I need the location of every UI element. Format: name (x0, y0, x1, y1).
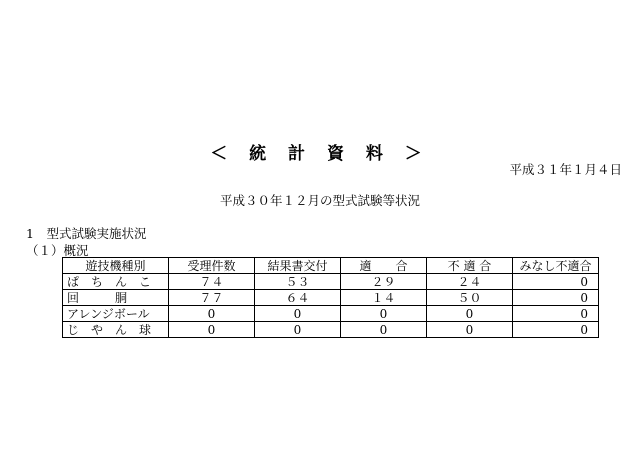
header-conforming: 適 合 (341, 258, 427, 274)
cell-received: 0 (169, 306, 255, 322)
cell-received: ７７ (169, 290, 255, 306)
cell-conforming: １４ (341, 290, 427, 306)
cell-deemed-nonconforming: 0 (513, 306, 599, 322)
cell-deemed-nonconforming: 0 (513, 290, 599, 306)
cell-conforming: ２９ (341, 274, 427, 290)
page-title: ＜ 統 計 資 料 ＞ (210, 144, 430, 164)
report-subtitle: 平成３０年１２月の型式試験等状況 (219, 193, 420, 208)
cell-issued: ６４ (255, 290, 341, 306)
cell-deemed-nonconforming: 0 (513, 322, 599, 338)
subsection-heading: （１）概況 (26, 243, 89, 258)
cell-conforming: 0 (341, 306, 427, 322)
cell-deemed-nonconforming: 0 (513, 274, 599, 290)
table-row (63, 274, 599, 290)
row-label: ぱ ち ん こ (63, 274, 169, 290)
row-label: じ や ん 球 (63, 322, 169, 338)
statistics-table (62, 257, 599, 338)
cell-nonconforming: ２４ (427, 274, 513, 290)
cell-nonconforming: 0 (427, 306, 513, 322)
section-heading: 1 型式試験実施状況 (26, 226, 147, 241)
cell-received: ７４ (169, 274, 255, 290)
row-label: アレンジボール (63, 306, 169, 322)
cell-received: 0 (169, 322, 255, 338)
header-deemed-nonconforming: みなし不適合 (513, 258, 599, 274)
cell-conforming: 0 (341, 322, 427, 338)
cell-issued: ５３ (255, 274, 341, 290)
header-nonconforming: 不 適 合 (427, 258, 513, 274)
document-date: 平成３１年１月４日 (509, 162, 622, 177)
table-row (63, 306, 599, 322)
cell-nonconforming: ５０ (427, 290, 513, 306)
cell-issued: 0 (255, 306, 341, 322)
header-received-count: 受理件数 (169, 258, 255, 274)
header-machine-type: 遊技機種別 (63, 258, 169, 274)
cell-nonconforming: 0 (427, 322, 513, 338)
header-results-issued: 結果書交付 (255, 258, 341, 274)
cell-issued: 0 (255, 322, 341, 338)
table-header-row (63, 258, 599, 274)
table-row (63, 290, 599, 306)
table-row (63, 322, 599, 338)
row-label: 回 胴 (63, 290, 169, 306)
